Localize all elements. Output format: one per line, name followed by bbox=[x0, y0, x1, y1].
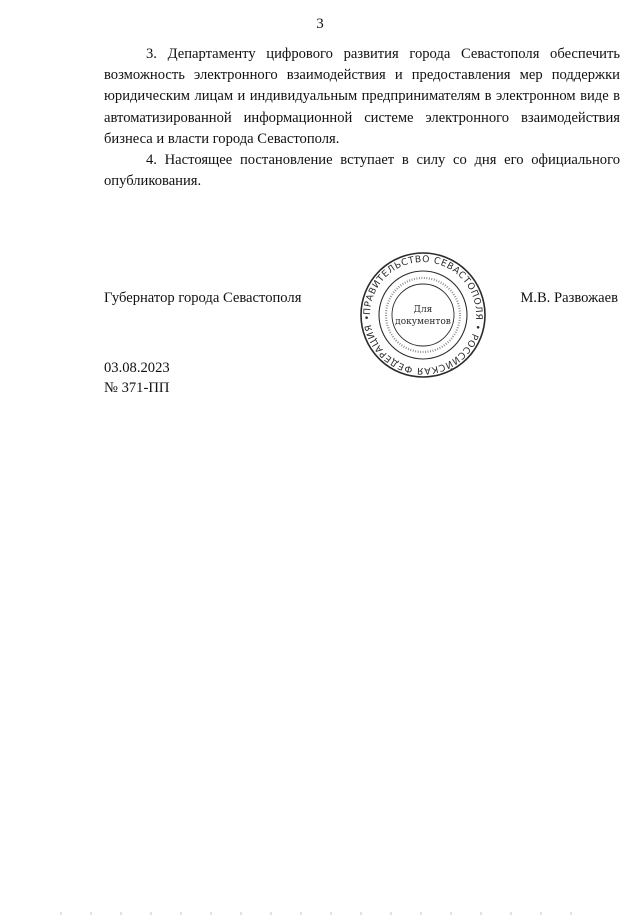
seal-center-text-line1: Для bbox=[413, 305, 433, 315]
seal-center-text-line2: документов bbox=[395, 317, 451, 327]
seal-inner-ring bbox=[392, 284, 454, 346]
official-seal bbox=[358, 250, 488, 380]
page-number: 3 bbox=[316, 16, 324, 32]
document-body bbox=[104, 44, 620, 192]
signatory-title: Губернатор города Севастополя bbox=[104, 290, 302, 306]
document-date: 03.08.2023 bbox=[104, 360, 170, 376]
seal-microtext-ring bbox=[386, 278, 460, 352]
seal-outer-ring bbox=[361, 253, 485, 377]
seal-ring-text: ПРАВИТЕЛЬСТВО СЕВАСТОПОЛЯ • РОССИЙСКАЯ ФЕДЕРАЦИЯ • bbox=[361, 253, 485, 377]
signatory-name: М.В. Развожаев bbox=[520, 290, 618, 306]
paragraph-4: 4. Настоящее постановление вступает в силу со дня его официального опубликования. bbox=[104, 152, 620, 190]
scan-edge-marks bbox=[60, 912, 600, 915]
paragraph-3: 3. Департаменту цифрового развития города Севастополя обеспечить возможность электронного взаимодействия и предоставления мер поддержки юридическим лицам и индивидуальным предпринимателям в электронном виде в автоматизированной информационной системе электронного взаимодействия бизнеса и власти города Севастополя. bbox=[104, 46, 620, 147]
document-number: № 371-ПП bbox=[104, 380, 170, 396]
seal-stamp-image bbox=[358, 250, 488, 380]
